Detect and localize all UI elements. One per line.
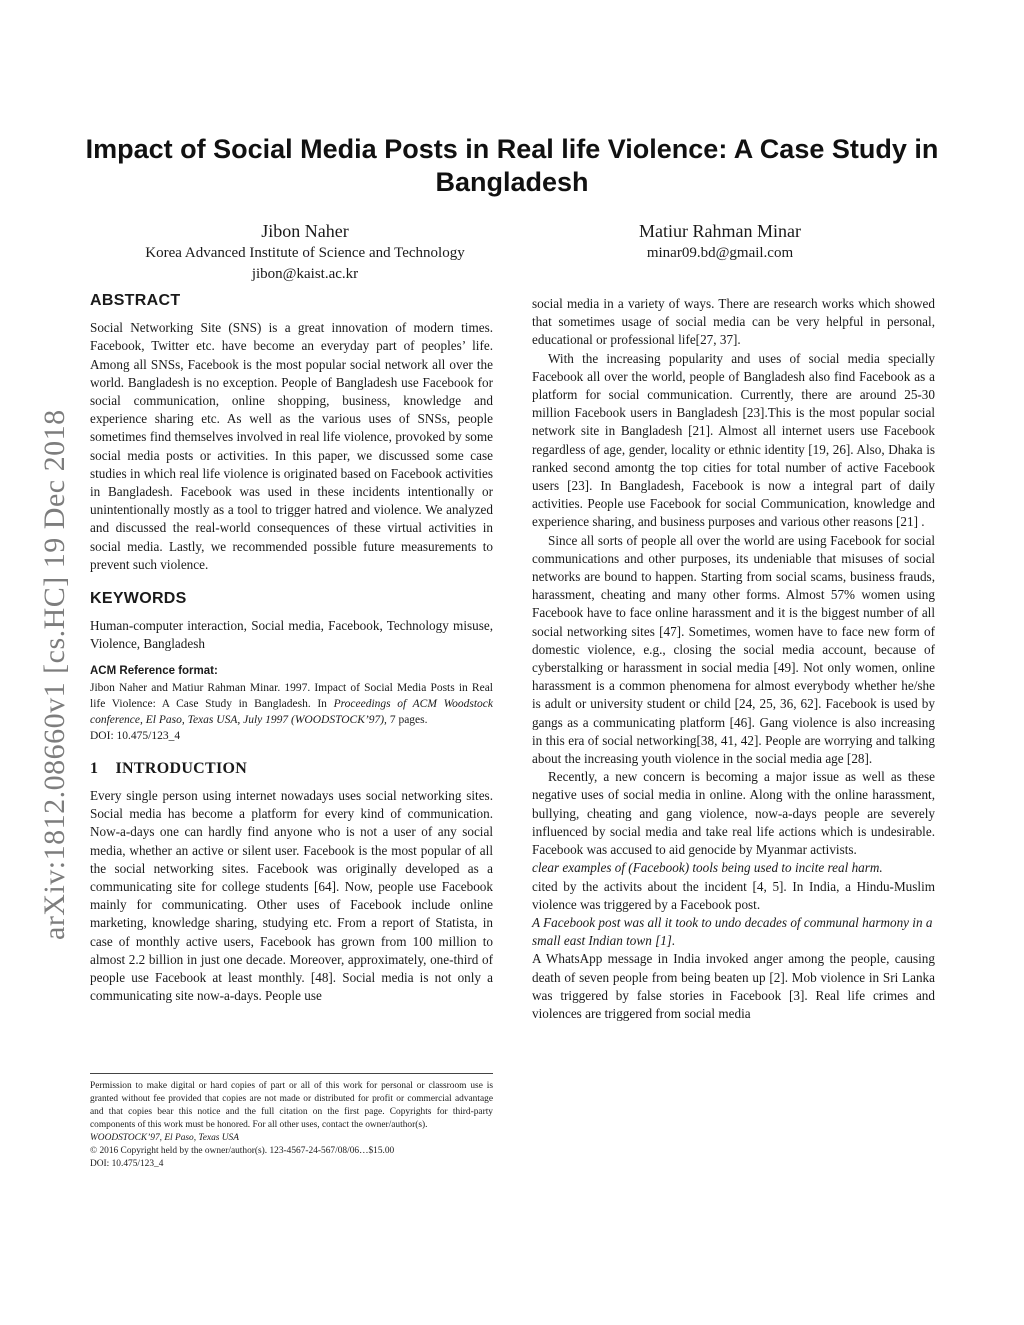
author-affiliation: Korea Advanced Institute of Science and Technology bbox=[145, 245, 465, 261]
paper-title: Impact of Social Media Posts in Real life Violence: A Case Study in Bangladesh bbox=[85, 134, 939, 197]
permission-text: Permission to make digital or hard copies of part or all of this work for personal or classroom use is granted without fee provided that copies are not made or distributed for profit or commercial advantage and that copies bear this notice and the full citation on the first page. Copyrights for third-party components of this work must be honored. For all other uses, contact the owner/author(s). bbox=[90, 1081, 493, 1130]
author-block-1 bbox=[115, 219, 495, 285]
body-paragraph: cited by the activits about the incident [4, 5]. In India, a Hindu-Muslim violence was triggered by a Facebook post. bbox=[532, 878, 935, 912]
keywords-text: Human-computer interaction, Social media, Facebook, Technology misuse, Violence, Bangladesh bbox=[90, 618, 493, 652]
body-paragraph: Since all sorts of people all over the world are using Facebook for social communications and other purposes, its undeniable that misuses of social networks are bound to happen. Starting from social scams, business frauds, harassment, cheating and many other forms. Almost 57% women using Facebook have to face online harassment and it is the biggest number of all social networking sites [47]. Sometimes, women have to face new form of domestic violence, e.g., closing the social media account, because of cyberstalking or harassment in social media [49]. Not only women, online harassment is a common phenomena for almost everybody whether he/she is adult or university student or child [24, 25, 36, 62]. Facebook is used by gangs as a communicating platform [46]. Gang violence is also increasing in this era of social networking[38, 41, 42]. People are worrying and talking about the increasing youth violence in the social media age [28]. bbox=[532, 532, 935, 767]
abstract-text: Social Networking Site (SNS) is a great innovation of modern times. Facebook, Twitter etc. have become an everyday part of peoples’ life. Among all SNSs, Facebook is the most popular social network all over the world. Bangladesh is no exception. People of Bangladesh use Facebook for social communication, online shopping, business, knowledge and experience sharing etc. As well as the various uses of SNSs, people sometimes find themselves involved in real life violence, provoked by some social media posts or activities. In this paper, we discussed some case studies in which real life violence is originated based on Facebook activities in Bangladesh. Facebook was used in these incidents intentionally or unintentionally mostly as a tool to trigger hatred and violence. We analyzed and discussed the real-world consequences of these virtual activities in social media. Lastly, we recommended possible future measurements to prevent such violence. bbox=[90, 320, 493, 572]
permission-footnote bbox=[90, 1073, 493, 1171]
permission-copyright: © 2016 Copyright held by the owner/author(s). 123-4567-24-567/08/06…$15.00 bbox=[90, 1146, 395, 1156]
permission-venue: WOODSTOCK’97, El Paso, Texas USA bbox=[90, 1133, 239, 1143]
arxiv-identifier: arXiv:1812.08660v1 [cs.HC] 19 Dec 2018 bbox=[38, 409, 71, 940]
author-email: jibon@kaist.ac.kr bbox=[251, 266, 359, 282]
body-paragraph: With the increasing popularity and uses of social media specially Facebook all over the world, people of Bangladesh also find Facebook as a platform for social communication. Currently, there are around 25-30 million Facebook users in Bangladesh [23].This is the most popular social network site in Bangladesh [21]. Almost all internet users use Facebook regardless of age, gender, locality or ethnic identity [19, 26]. Also, Dhaka is ranked second amontg the top cities for total number of active Facebook users [23]. In Bangladesh, Facebook is now a integral part of daily activities. People use Facebook for social Communication, knowledge and experience sharing, and business purposes and various other reasons [21] . bbox=[532, 350, 935, 530]
block-quote: A Facebook post was all it took to undo decades of communal harmony in a small east Indian town [1]. bbox=[532, 914, 933, 949]
block-quote: clear examples of (Facebook) tools being used to incite real harm. bbox=[532, 860, 883, 876]
author-name: Jibon Naher bbox=[261, 221, 349, 241]
right-column bbox=[532, 295, 935, 1023]
keywords-heading: KEYWORDS bbox=[90, 590, 187, 608]
author-email: minar09.bd@gmail.com bbox=[646, 245, 794, 261]
permission-doi: DOI: 10.475/123_4 bbox=[90, 1159, 164, 1169]
body-paragraph: social media in a variety of ways. There are research works which showed that sometimes usage of social media can be very helpful in personal, educational or professional life[27, 37]. bbox=[532, 296, 935, 348]
acm-reference-text: Jibon Naher and Matiur Rahman Minar. 1997. Impact of Social Media Posts in Real life Violence: A Case Study in Bangladesh. In Proceedings of ACM Woodstock conference, El Paso, Texas USA, July 1997 (WOODSTOCK’97), 7 pages. DOI: 10.475/123_4 bbox=[90, 681, 493, 742]
left-column bbox=[90, 292, 493, 1006]
abstract-heading: ABSTRACT bbox=[90, 292, 181, 309]
body-paragraph: Recently, a new concern is becoming a major issue as well as these negative uses of social media in online. Along with the online harassment, bullying, cheating and gang violence, now-a-days people are severely influenced by social media and take real life actions which is undesirable. Facebook was accused to aid genocide by Myanmar activists. bbox=[532, 769, 935, 858]
arxiv-sidebar bbox=[18, 350, 71, 940]
acm-reference-heading: ACM Reference format: bbox=[90, 664, 218, 677]
body-paragraph: A WhatsApp message in India invoked anger among the people, causing death of seven people from being beaten up [2]. Mob violence in Sri Lanka was triggered by false stories in Facebook [3]. Real life crimes and violences are triggered from social media bbox=[532, 951, 935, 1021]
author-name: Matiur Rahman Minar bbox=[639, 221, 801, 241]
introduction-heading: 1 INTRODUCTION bbox=[90, 759, 248, 777]
introduction-paragraph: Every single person using internet nowadays uses social networking sites. Social media has become a platform for every kind of communication. Now-a-days one can hardly find anyone who is not a user of any social media, whether an active or silent user. Facebook is the most popular of all the social networking sites. Facebook was originally developed as a communicating site for college students [64]. Now, people use Facebook mainly for communicating. Other uses of Facebook include online marketing, knowledge sharing, studying etc. From a report of Statista, in case of monthly active users, Facebook has grown from 100 million to almost 2.2 billion in just one decade. Moreover, approximately, one-third of people use Facebook at least monthly. [48]. Social media is not only a communicating site now-a-days. People use bbox=[90, 788, 493, 1004]
author-block-2 bbox=[590, 219, 850, 264]
